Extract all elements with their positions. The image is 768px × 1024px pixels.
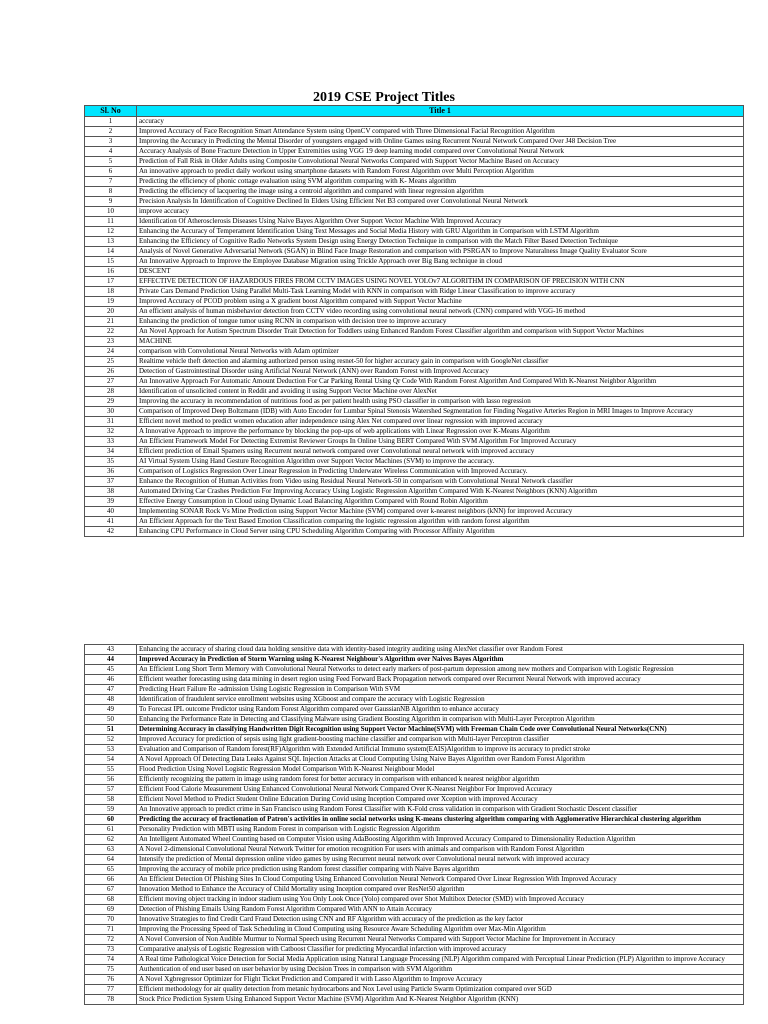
row-title: Identification Of Atherosclerosis Diseases Using Naive Bayes Algorithm Over Support Vector Machine With Improved Accuracy xyxy=(137,217,744,227)
row-number: 70 xyxy=(85,915,137,925)
table-row xyxy=(85,447,744,457)
table-row xyxy=(85,895,744,905)
table-row xyxy=(85,187,744,197)
row-number: 34 xyxy=(85,447,137,457)
row-number: 78 xyxy=(85,995,137,1005)
row-number: 1 xyxy=(85,117,137,127)
row-title: AI Virtual System Using Hand Gesture Recognition Algorithm over Support Vector Machines (SVM) to improve the accuracy. xyxy=(137,457,744,467)
row-title: Enhancing the accuracy of sharing cloud data holding sensitive data with identity-based integrity auditing using AlexNet classifier over Random Forest xyxy=(137,645,744,655)
row-title: Comparison of Improved Deep Boltzmann (IDB) with Auto Encoder for Lumbar Spinal Stenosis Watershed Segmentation for Finding Negative Arteries Region in MRI Images to Improve Accuracy xyxy=(137,407,744,417)
table-row xyxy=(85,437,744,447)
row-title: An Efficient Detection Of Phishing Sites In Cloud Computing Using Enhanced Convolution Neural Network Compared Over Linear Regression With Improved Accuracy xyxy=(137,875,744,885)
row-title: To Forecast IPL outcome Predictor using Random Forest Algorithm compared over GaussianNB Algorithm to enhance accuracy xyxy=(137,705,744,715)
page-title: 2019 CSE Project Titles xyxy=(313,90,455,105)
row-title: Personality Prediction with MBTI using Random Forest in comparison with Logistic Regression Algorithm xyxy=(137,825,744,835)
row-title: An Innovative approach to predict crime in San Francisco using Random Forest Classifier with K-Fold cross validation in comparison with Gradient Stochastic Descent classifier xyxy=(137,805,744,815)
row-number: 12 xyxy=(85,227,137,237)
table-row xyxy=(85,127,744,137)
table-row xyxy=(85,805,744,815)
table-row xyxy=(85,965,744,975)
row-number: 52 xyxy=(85,735,137,745)
row-number: 41 xyxy=(85,517,137,527)
row-number: 31 xyxy=(85,417,137,427)
row-title: Effective Energy Consumption in Cloud using Dynamic Load Balancing Algorithm Compared with Round Robin Algorithm xyxy=(137,497,744,507)
row-title: Implementing SONAR Rock Vs Mine Prediction using Support Vector Machine (SVM) compared over k-nearest neighbors (kNN) for improved Accuracy xyxy=(137,507,744,517)
row-title: Predicting the efficiency of lacquering the image using a centroid algorithm and compared with linear regression algorithm xyxy=(137,187,744,197)
row-title: An Innovative Approach to Improve the Employee Database Migration using Trickle Approach over Big Bang technique in cloud xyxy=(137,257,744,267)
row-title: Enhancing CPU Performance in Cloud Server using CPU Scheduling Algorithm Comparing with Processor Affinity Algorithm xyxy=(137,527,744,537)
row-title: Detection of Gastrointestinal Disorder using Artificial Neural Network (ANN) over Random Forest with Improved Accuracy xyxy=(137,367,744,377)
project-table-part2 xyxy=(84,644,744,1005)
table-row xyxy=(85,317,744,327)
table-row xyxy=(85,725,744,735)
table-row xyxy=(85,307,744,317)
table-row xyxy=(85,705,744,715)
row-number: 42 xyxy=(85,527,137,537)
row-number: 45 xyxy=(85,665,137,675)
table-row xyxy=(85,527,744,537)
row-title: A Real time Pathological Voice Detection for Social Media Application using Natural Language Processing (NLP) Algorithm compared with Perceptual Linear Prediction (PLP) Algorithm to improve Accuracy xyxy=(137,955,744,965)
row-number: 14 xyxy=(85,247,137,257)
row-number: 39 xyxy=(85,497,137,507)
row-title: Predicting the accuracy of fractionation of Patron's activities in online social networks using K-means clustering algorithm comparing with Agglomerative Hierarchical clustering algorithm xyxy=(137,815,744,825)
column-header-title: Title 1 xyxy=(137,106,744,117)
row-title: Realtime vehicle theft detection and alarming authorized person using resnet-50 for higher accuracy gain in comparison with GoogleNet classifier xyxy=(137,357,744,367)
table-row xyxy=(85,247,744,257)
table-row xyxy=(85,297,744,307)
table-row xyxy=(85,227,744,237)
table-row xyxy=(85,755,744,765)
row-number: 75 xyxy=(85,965,137,975)
row-number: 69 xyxy=(85,905,137,915)
row-number: 28 xyxy=(85,387,137,397)
row-title: Efficient novel method to predict women education after independence using Alex Net compared over linear regression with improved accuracy xyxy=(137,417,744,427)
row-number: 62 xyxy=(85,835,137,845)
table-row xyxy=(85,765,744,775)
table-row xyxy=(85,477,744,487)
table-row xyxy=(85,925,744,935)
row-title: Improving the accuracy of mobile price prediction using Random forest classifier comparing with Naive Bayes algorithm xyxy=(137,865,744,875)
row-title: Enhancing the prediction of tongue tumor using RCNN in comparison with decision tree to improve accuracy xyxy=(137,317,744,327)
row-number: 23 xyxy=(85,337,137,347)
row-number: 38 xyxy=(85,487,137,497)
table-row xyxy=(85,467,744,477)
table-row xyxy=(85,147,744,157)
table-row xyxy=(85,417,744,427)
row-title: Efficiently recognizing the pattern in image using random forest for better accuracy in comparison with enhanced k nearest neighbor algorithm xyxy=(137,775,744,785)
row-title: Authentication of end user based on user behavior by using Decision Trees in comparison with SVM Algorithm xyxy=(137,965,744,975)
table-row xyxy=(85,397,744,407)
row-number: 27 xyxy=(85,377,137,387)
table-row xyxy=(85,377,744,387)
table-row xyxy=(85,327,744,337)
table-row xyxy=(85,695,744,705)
row-title: Efficient Food Calorie Measurement Using Enhanced Convolutional Neural Network Compared Over K-Nearest Neighbor For Improved Accuracy xyxy=(137,785,744,795)
row-title: Improved Accuracy of PCOD problem using a X gradient boost Algorithm compared with Support Vector Machine xyxy=(137,297,744,307)
table-row xyxy=(85,167,744,177)
row-number: 19 xyxy=(85,297,137,307)
table-row xyxy=(85,875,744,885)
table-row xyxy=(85,357,744,367)
row-title: An efficient analysis of human misbehavior detection from CCTV video recording using convolutional neural network (CNN) compared with VGG-16 method xyxy=(137,307,744,317)
row-number: 36 xyxy=(85,467,137,477)
table-row xyxy=(85,745,744,755)
row-number: 53 xyxy=(85,745,137,755)
row-title: Efficient weather forecasting using data mining in desert region using Feed Forward Back Propagation network compared over Recurrent Neural Network with improved accuracy xyxy=(137,675,744,685)
row-number: 67 xyxy=(85,885,137,895)
row-title: Predicting the efficiency of phonic cottage evaluation using SVM algorithm comparing with K- Means algorithm xyxy=(137,177,744,187)
table-row xyxy=(85,785,744,795)
table-row xyxy=(85,507,744,517)
row-number: 3 xyxy=(85,137,137,147)
row-number: 11 xyxy=(85,217,137,227)
row-title: An Efficient Long Short Term Memory with Convolutional Neural Networks to detect early markers of post-partum depression among new mothers and Comparison with Logistic Regression xyxy=(137,665,744,675)
row-number: 60 xyxy=(85,815,137,825)
row-title: Intensify the prediction of Mental depression online video games by using Recurrent neural network over Convolutional neural network with improved accuracy xyxy=(137,855,744,865)
row-number: 6 xyxy=(85,167,137,177)
row-number: 61 xyxy=(85,825,137,835)
row-number: 49 xyxy=(85,705,137,715)
row-number: 32 xyxy=(85,427,137,437)
row-title: EFFECTIVE DETECTION OF HAZARDOUS FIRES FROM CCTV IMAGES USING NOVEL YOLOv7 ALGORITHM IN COMPARISON OF PRECISION WITH CNN xyxy=(137,277,744,287)
row-number: 29 xyxy=(85,397,137,407)
row-number: 65 xyxy=(85,865,137,875)
row-number: 73 xyxy=(85,945,137,955)
row-number: 74 xyxy=(85,955,137,965)
table-row xyxy=(85,337,744,347)
row-number: 20 xyxy=(85,307,137,317)
row-number: 9 xyxy=(85,197,137,207)
row-number: 77 xyxy=(85,985,137,995)
table-row xyxy=(85,985,744,995)
table-row xyxy=(85,885,744,895)
table-row xyxy=(85,945,744,955)
row-title: Innovative Strategies to find Credit Card Fraud Detection using CNN and RF Algorithm with accuracy of the prediction as the key factor xyxy=(137,915,744,925)
table-row xyxy=(85,655,744,665)
row-title: Improved Accuracy of Face Recognition Smart Attendance System using OpenCV compared with Three Dimensional Facial Recognition Algorithm xyxy=(137,127,744,137)
row-title: Private Cars Demand Prediction Using Parallel Multi-Task Learning Model with KNN in comparison with Ridge Linear Classification to improve accuracy xyxy=(137,287,744,297)
table-row xyxy=(85,995,744,1005)
row-title: Improved Accuracy in Prediction of Storm Warning using K-Nearest Neighbour's Algorithm over Naives Bayes Algorithm xyxy=(137,655,744,665)
row-number: 47 xyxy=(85,685,137,695)
row-number: 57 xyxy=(85,785,137,795)
table-row xyxy=(85,427,744,437)
row-number: 10 xyxy=(85,207,137,217)
row-title: An Efficient Framework Model For Detecting Extremist Reviewer Groups In Online Using BERT Compared With SVM Algorithm For Improved Accuracy xyxy=(137,437,744,447)
row-title: Accuracy Analysis of Bone Fracture Detection in Upper Extremities using VGG 19 deep learning model compared over Convolutional Neural Network xyxy=(137,147,744,157)
row-number: 48 xyxy=(85,695,137,705)
table-row xyxy=(85,845,744,855)
row-number: 66 xyxy=(85,875,137,885)
row-number: 15 xyxy=(85,257,137,267)
table-row xyxy=(85,715,744,725)
row-title: Predicting Heart Failure Re -admission Using Logistic Regression in Comparison With SVM xyxy=(137,685,744,695)
table-row xyxy=(85,865,744,875)
row-title: An Intelligent Automated Wheel Counting based on Computer Vision using AdaBoosting Algorithm with Improved Accuracy Compared to Dimensionality Reduction Algorithm xyxy=(137,835,744,845)
row-title: Comparison of Logistics Regression Over Linear Regression in Predicting Underwater Wireless Communication with Improved Accuracy. xyxy=(137,467,744,477)
table-row xyxy=(85,975,744,985)
row-title: Efficient moving object tracking in indoor stadium using You Only Look Once (Yolo) compared over Shot Multibox Detector (SMD) with Improved Accuracy xyxy=(137,895,744,905)
row-number: 17 xyxy=(85,277,137,287)
row-number: 8 xyxy=(85,187,137,197)
row-title: Enhance the Recognition of Human Activities from Video using Residual Neural Network-50 in comparison with Convolutional Neural Network classifier xyxy=(137,477,744,487)
table-row xyxy=(85,665,744,675)
table-row xyxy=(85,795,744,805)
row-number: 21 xyxy=(85,317,137,327)
table-row xyxy=(85,735,744,745)
table-row xyxy=(85,775,744,785)
row-title: Identification of unsolicited content in Reddit and avoiding it using Support Vector Machine over AlexNet xyxy=(137,387,744,397)
table-row xyxy=(85,935,744,945)
row-number: 72 xyxy=(85,935,137,945)
row-number: 76 xyxy=(85,975,137,985)
row-number: 59 xyxy=(85,805,137,815)
row-number: 13 xyxy=(85,237,137,247)
row-title: Improved Accuracy for prediction of sepsis using light gradient-boosting machine classifier and comparison with Multi-layer Perceptron classifier xyxy=(137,735,744,745)
project-table-part1 xyxy=(84,105,744,537)
table-row xyxy=(85,645,744,655)
table-row xyxy=(85,675,744,685)
row-number: 46 xyxy=(85,675,137,685)
row-number: 54 xyxy=(85,755,137,765)
table-row xyxy=(85,517,744,527)
row-title: Stock Price Prediction System Using Enhanced Support Vector Machine (SVM) Algorithm And K-Nearest Neighbor Algorithm (KNN) xyxy=(137,995,744,1005)
table-row xyxy=(85,217,744,227)
row-title: Analysis of Novel Generative Adversarial Network (SGAN) in Blind Face Image Restoration and comparison with PSRGAN to Improve Naturalness Image Quality Evaluator Score xyxy=(137,247,744,257)
row-number: 50 xyxy=(85,715,137,725)
table-row xyxy=(85,815,744,825)
row-number: 43 xyxy=(85,645,137,655)
table-row xyxy=(85,117,744,127)
row-title: Prediction of Fall Risk in Older Adults using Composite Convolutional Neural Networks Compared with Support Vector Machine Based on Accuracy xyxy=(137,157,744,167)
row-number: 68 xyxy=(85,895,137,905)
row-number: 63 xyxy=(85,845,137,855)
row-number: 26 xyxy=(85,367,137,377)
row-number: 44 xyxy=(85,655,137,665)
row-title: Flood Prediction Using Novel Logistic Regression Model Comparison With K-Nearest Neighbour Model xyxy=(137,765,744,775)
row-title: Enhancing the Accuracy of Temperament Identification Using Text Messages and Social Media History with GRU Algorithm in Comparison with LSTM Algorithm xyxy=(137,227,744,237)
row-title: Efficient Novel Method to Predict Student Online Education During Covid using Inception Compared over Xception with improved Accuracy xyxy=(137,795,744,805)
row-number: 71 xyxy=(85,925,137,935)
row-number: 55 xyxy=(85,765,137,775)
row-title: comparison with Convolutional Neural Networks with Adam optimizer xyxy=(137,347,744,357)
table-header-row xyxy=(85,106,744,117)
table-row xyxy=(85,257,744,267)
table-row xyxy=(85,277,744,287)
row-title: Detection of Phishing Emails Using Random Forest Algorithm Compared With ANN to Attain Accuracy xyxy=(137,905,744,915)
table-row xyxy=(85,915,744,925)
row-number: 51 xyxy=(85,725,137,735)
row-title: A Innovative Approach to improve the performance by blocking the pop-ups of web applications with Linear Regression over K-Means Algorithm xyxy=(137,427,744,437)
table-body-part2 xyxy=(85,645,744,1005)
row-number: 25 xyxy=(85,357,137,367)
row-title: Enhancing the Performance Rate in Detecting and Classifying Malware using Gradient Boosting Algorithm in comparison with Multi-Layer Perceptron Algorithm xyxy=(137,715,744,725)
row-number: 4 xyxy=(85,147,137,157)
table-row xyxy=(85,487,744,497)
table-row xyxy=(85,267,744,277)
row-title: A Novel 2-dimensional Convolutional Neural Network Twitter for emotion recognition For users with animals and comparison with Random Forest Algorithm xyxy=(137,845,744,855)
row-number: 2 xyxy=(85,127,137,137)
row-title: Enhancing the Efficiency of Cognitive Radio Networks System Design using Energy Detection Technique in comparison with the Match Filter Based Detection Technique xyxy=(137,237,744,247)
table-row xyxy=(85,197,744,207)
table-row xyxy=(85,835,744,845)
row-number: 16 xyxy=(85,267,137,277)
table-row xyxy=(85,407,744,417)
row-number: 24 xyxy=(85,347,137,357)
row-title: A Novel Conversion of Non Audible Murmur to Normal Speech using Recurrent Neural Networks Compared with Support Vector Machine for Improvement in Accuracy xyxy=(137,935,744,945)
row-title: An Efficient Approach for the Text Based Emotion Classification comparing the logistic regression algorithm with random forest algorithm xyxy=(137,517,744,527)
row-number: 7 xyxy=(85,177,137,187)
row-title: Identification of fraudulent service enrollment websites using XGboost and compare the accuracy with Logistic Regression xyxy=(137,695,744,705)
row-number: 30 xyxy=(85,407,137,417)
row-title: A Novel Xgbregressor Optimizer for Flight Ticket Prediction and Compared it with Lasso Algorithm to Improve Accuracy xyxy=(137,975,744,985)
table-row xyxy=(85,177,744,187)
table-row xyxy=(85,287,744,297)
row-number: 58 xyxy=(85,795,137,805)
row-title: Innovation Method to Enhance the Accuracy of Child Mortality using Inception compared over ResNet50 algorithm xyxy=(137,885,744,895)
table-row xyxy=(85,387,744,397)
table-row xyxy=(85,347,744,357)
row-title: accuracy xyxy=(137,117,744,127)
row-title: improve accuracy xyxy=(137,207,744,217)
row-number: 33 xyxy=(85,437,137,447)
table-row xyxy=(85,905,744,915)
table-body-part1 xyxy=(85,117,744,537)
row-number: 18 xyxy=(85,287,137,297)
row-number: 56 xyxy=(85,775,137,785)
row-number: 22 xyxy=(85,327,137,337)
table-row xyxy=(85,685,744,695)
table-row xyxy=(85,157,744,167)
row-number: 5 xyxy=(85,157,137,167)
row-title: Improving the Accuracy in Predicting the Mental Disorder of youngsters engaged with Online Games using Recurrent Neural Network Compared Over J48 Decision Tree xyxy=(137,137,744,147)
table-row xyxy=(85,825,744,835)
row-number: 40 xyxy=(85,507,137,517)
row-title: Evaluation and Comparison of Random forest(RF)Algorithm with Extended Artificial Immuno system(EAIS)Algorithm to improve its accuracy to predict stroke xyxy=(137,745,744,755)
row-title: Efficient methodology for air quality detection from metanic hydrocarbons and Nox Level using Particle Swarm Optimization compared over SGD xyxy=(137,985,744,995)
row-title: An Novel Approach for Autism Spectrum Disorder Trait Detection for Toddlers using Enhanced Random Forest Classifier algorithm and comparison with Support Vector Machines xyxy=(137,327,744,337)
row-number: 64 xyxy=(85,855,137,865)
row-number: 37 xyxy=(85,477,137,487)
row-title: A Novel Approach Of Detecting Data Leaks Against SQL Injection Attacks at Cloud Computing Using Naive Bayes Algorithm over Random Forest Algorithm xyxy=(137,755,744,765)
row-title: Improving the Processing Speed of Task Scheduling in Cloud Computing using Resource Aware Scheduling Algorithm over Max-Min Algorithm xyxy=(137,925,744,935)
row-title: Determining Accuracy in classifying Handwritten Digit Recognition using Support Vector Machine(SVM) with Freeman Chain Code over Convolutional Neural Networks(CNN) xyxy=(137,725,744,735)
table-row xyxy=(85,237,744,247)
row-title: Precision Analysis In Identification of Cognitive Declined In Elders Using Efficient Net B3 compared over Convolutional Neural Network xyxy=(137,197,744,207)
table-row xyxy=(85,137,744,147)
row-title: Automated Driving Car Crashes Prediction For Improving Accuracy Using Logistic Regression Algorithm Compared With K-Nearest Neighbors (KNN) Algorithm xyxy=(137,487,744,497)
row-number: 35 xyxy=(85,457,137,467)
table-row xyxy=(85,855,744,865)
table-row xyxy=(85,497,744,507)
row-title: Improving the accuracy in recommendation of nutritious food as per patient health using PSO classifier in comparison with lasso regression xyxy=(137,397,744,407)
row-title: DESCENT xyxy=(137,267,744,277)
table-row xyxy=(85,207,744,217)
row-title: Comparative analysis of Logistic Regression with Catboost Classifier for predicting Myocardial infarction with improved accuracy xyxy=(137,945,744,955)
row-title: An innovative approach to predict daily workout using smartphone datasets with Random Forest Algorithm over Multi Perception Algorithm xyxy=(137,167,744,177)
row-title: An Innovative Approach For Automatic Amount Deduction For Car Parking Rental Using Qr Code With Random Forest Algorithm And Compared With K-Nearest Neighbor Algorithm xyxy=(137,377,744,387)
table-row xyxy=(85,457,744,467)
column-header-sno: Sl. No xyxy=(85,106,137,117)
table-row xyxy=(85,367,744,377)
row-title: Efficient prediction of Email Spamers using Recurrent neural network compared over Convolutional neural network with improved accuracy xyxy=(137,447,744,457)
table-row xyxy=(85,955,744,965)
row-title: MACHINE xyxy=(137,337,744,347)
